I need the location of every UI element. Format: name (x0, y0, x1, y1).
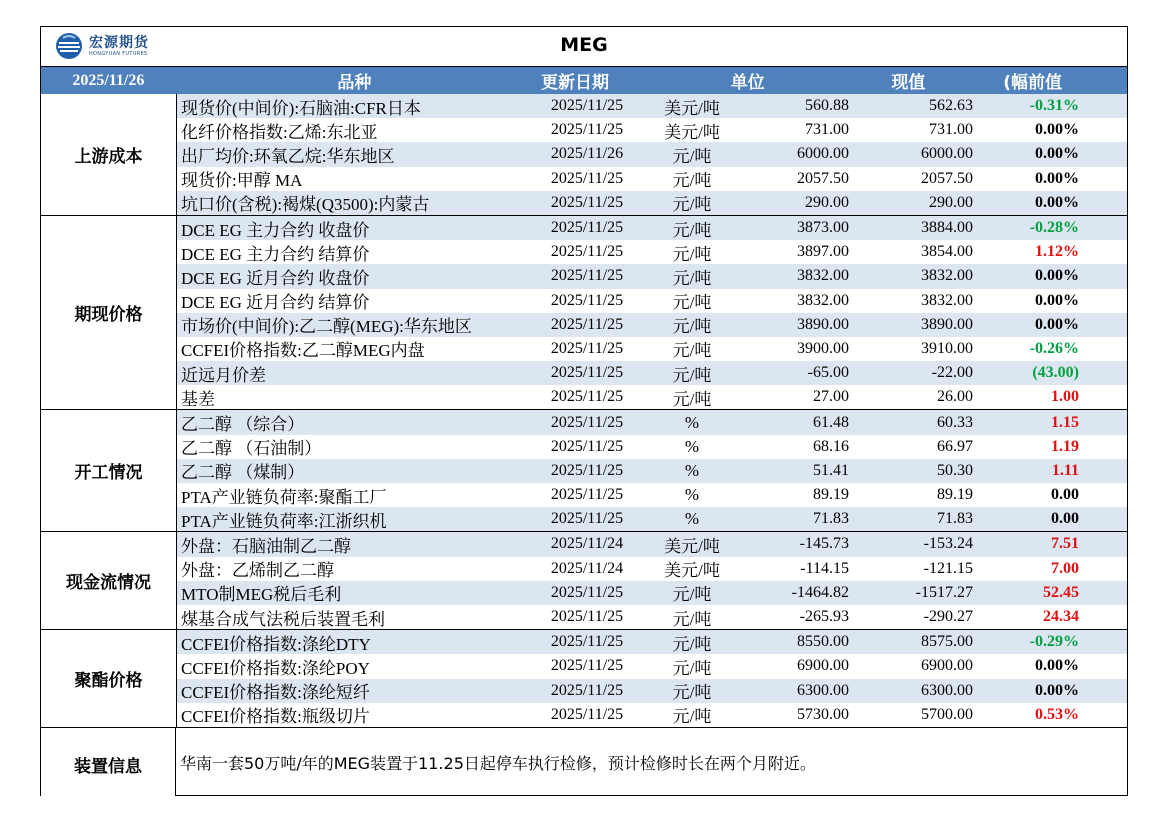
row-date: 2025/11/25 (550, 169, 624, 187)
row-value-current: 6000.00 (797, 145, 849, 163)
row-name: 现货价(中间价):石脑油:CFR日本 (181, 98, 421, 118)
row-name: PTA产业链负荷率:聚酯工厂 (181, 487, 387, 507)
row-name: MTO制MEG税后毛利 (181, 585, 342, 605)
row-unit: 元/吨 (672, 317, 712, 337)
table-row (177, 483, 1127, 507)
row-value-previous: 6000.00 (921, 145, 973, 163)
row-name: CCFEI价格指数:涤纶短纤 (181, 683, 370, 703)
row-unit: 元/吨 (672, 585, 712, 605)
row-date: 2025/11/25 (550, 121, 624, 139)
row-value-current: 6300.00 (797, 681, 849, 699)
row-name: 近远月价差 (181, 365, 266, 385)
row-value-current: 6900.00 (797, 657, 849, 675)
row-value-current: 27.00 (813, 388, 849, 406)
brand-name-en: HONGYUAN FUTURES (89, 50, 148, 57)
table-body (40, 94, 1128, 728)
header-update: 更新日期 (541, 73, 610, 93)
row-unit: 元/吨 (672, 658, 712, 678)
row-date: 2025/11/25 (550, 291, 624, 309)
row-value-current: 3832.00 (797, 291, 849, 309)
row-date: 2025/11/25 (550, 339, 624, 357)
row-value-current: 61.48 (813, 413, 849, 431)
section-block (40, 410, 1128, 532)
row-value-previous: 26.00 (937, 388, 973, 406)
row-unit: 元/吨 (672, 195, 712, 215)
table-row (177, 385, 1127, 409)
row-name: 化纤价格指数:乙烯:东北亚 (181, 122, 378, 142)
row-value-current: 3873.00 (797, 219, 849, 237)
row-change: 1.11 (1051, 461, 1079, 479)
row-value-current: 51.41 (813, 461, 849, 479)
row-value-previous: 66.97 (937, 437, 973, 455)
row-value-previous: 6300.00 (921, 681, 973, 699)
table-row (177, 313, 1127, 337)
row-value-current: 290.00 (805, 193, 849, 211)
row-value-current: -145.73 (799, 535, 849, 553)
table-row (177, 240, 1127, 264)
row-change: 0.00% (1035, 145, 1079, 163)
row-unit: 元/吨 (672, 220, 712, 240)
row-change: 0.00% (1035, 291, 1079, 309)
row-change: -0.29% (1029, 633, 1079, 651)
row-name: CCFEI价格指数:乙二醇MEG内盘 (181, 341, 425, 361)
row-value-previous: -22.00 (931, 364, 973, 382)
row-date: 2025/11/25 (550, 97, 624, 115)
row-unit: 元/吨 (672, 146, 712, 166)
info-section (40, 728, 1128, 796)
table-row (177, 216, 1127, 240)
row-change: 0.00% (1035, 267, 1079, 285)
row-change: 52.45 (1043, 583, 1079, 601)
row-value-previous: -1517.27 (915, 583, 973, 601)
section-label: 开工情况 (41, 410, 177, 531)
row-unit: 元/吨 (672, 293, 712, 313)
section-label: 现金流情况 (41, 532, 177, 629)
row-unit: 元/吨 (672, 634, 712, 654)
row-date: 2025/11/25 (550, 193, 624, 211)
row-unit: % (684, 460, 700, 480)
table-row (177, 142, 1127, 166)
row-value-previous: 71.83 (937, 510, 973, 528)
row-value-current: 3897.00 (797, 243, 849, 261)
row-value-current: 71.83 (813, 510, 849, 528)
row-value-current: -265.93 (799, 608, 849, 626)
header-unit: 单位 (730, 73, 765, 93)
row-unit: % (684, 509, 700, 529)
row-unit: % (684, 412, 700, 432)
row-change: 0.00% (1035, 315, 1079, 333)
row-change: 0.00% (1035, 657, 1079, 675)
row-value-current: 5730.00 (797, 705, 849, 723)
header-now: 现值 (891, 73, 926, 93)
table-row (177, 581, 1127, 605)
row-value-previous: 50.30 (937, 461, 973, 479)
row-name: CCFEI价格指数:涤纶POY (181, 658, 370, 678)
row-name: 现货价:甲醇 MA (181, 171, 303, 191)
row-value-current: -65.00 (807, 364, 849, 382)
row-change: 0.00% (1035, 681, 1079, 699)
row-change: 0.00 (1051, 486, 1079, 504)
row-change: -0.28% (1029, 219, 1079, 237)
row-name: DCE EG 主力合约 收盘价 (181, 220, 370, 240)
row-date: 2025/11/25 (550, 364, 624, 382)
row-unit: % (684, 436, 700, 456)
row-date: 2025/11/24 (550, 559, 624, 577)
row-value-previous: 3910.00 (921, 339, 973, 357)
row-name: DCE EG 近月合约 结算价 (181, 293, 370, 313)
table-row (177, 435, 1127, 459)
row-date: 2025/11/25 (550, 267, 624, 285)
table-row (177, 507, 1127, 531)
row-change: 0.00% (1035, 193, 1079, 211)
row-value-previous: 3832.00 (921, 291, 973, 309)
row-value-previous: 6900.00 (921, 657, 973, 675)
row-date: 2025/11/25 (550, 681, 624, 699)
section-block (40, 630, 1128, 728)
row-change: -0.26% (1029, 339, 1079, 357)
row-name: 外盘：石脑油制乙二醇 (181, 536, 351, 556)
row-value-previous: 562.63 (929, 97, 973, 115)
title-bar (40, 26, 1128, 67)
row-date: 2025/11/25 (550, 486, 624, 504)
row-value-current: -114.15 (800, 559, 849, 577)
row-unit: 元/吨 (672, 171, 712, 191)
row-value-previous: 60.33 (937, 413, 973, 431)
row-change: -0.31% (1029, 97, 1079, 115)
row-value-current: 8550.00 (797, 633, 849, 651)
row-unit: 元/吨 (672, 683, 712, 703)
row-unit: 元/吨 (672, 244, 712, 264)
row-date: 2025/11/25 (550, 461, 624, 479)
row-value-previous: 731.00 (929, 121, 973, 139)
row-date: 2025/11/25 (550, 388, 624, 406)
row-value-current: 89.19 (813, 486, 849, 504)
table-row (177, 410, 1127, 434)
row-date: 2025/11/25 (550, 437, 624, 455)
row-date: 2025/11/25 (550, 705, 624, 723)
table-row (177, 118, 1127, 142)
table-row (177, 532, 1127, 556)
table-row (177, 557, 1127, 581)
row-unit: 元/吨 (672, 389, 712, 409)
table-row (177, 167, 1127, 191)
row-value-current: 3832.00 (797, 267, 849, 285)
row-name: 乙二醇 （石油制） (181, 439, 322, 459)
row-date: 2025/11/25 (550, 219, 624, 237)
row-unit: 美元/吨 (664, 561, 720, 581)
row-value-previous: 3854.00 (921, 243, 973, 261)
table-row (177, 191, 1127, 215)
report-sheet (40, 26, 1128, 796)
row-unit: % (684, 485, 700, 505)
row-value-previous: 3890.00 (921, 315, 973, 333)
row-unit: 美元/吨 (664, 122, 720, 142)
row-change: 0.53% (1035, 705, 1079, 723)
row-name: 出厂均价:环氧乙烷:华东地区 (181, 146, 395, 166)
row-name: 市场价(中间价):乙二醇(MEG):华东地区 (181, 317, 472, 337)
row-date: 2025/11/26 (550, 145, 624, 163)
row-value-current: 2057.50 (797, 169, 849, 187)
row-name: 乙二醇 （煤制） (181, 463, 305, 483)
row-unit: 美元/吨 (664, 536, 720, 556)
table-row (177, 337, 1127, 361)
row-change: 7.00 (1051, 559, 1079, 577)
row-value-current: -1464.82 (791, 583, 849, 601)
row-name: 基差 (181, 389, 215, 409)
row-change: 24.34 (1043, 608, 1079, 626)
row-value-previous: -121.15 (923, 559, 973, 577)
info-text: 华南一套50万吨/年的MEG装置于11.25日起停车执行检修，预计检修时长在两个月附近。 (176, 728, 1127, 796)
table-row (177, 679, 1127, 703)
section-block (40, 216, 1128, 411)
row-value-previous: 290.00 (929, 193, 973, 211)
row-value-current: 3890.00 (797, 315, 849, 333)
brand-name-cn: 宏源期货 (89, 34, 149, 51)
table-row (177, 264, 1127, 288)
row-change: 7.51 (1051, 535, 1079, 553)
table-row (177, 94, 1127, 118)
row-name: DCE EG 近月合约 收盘价 (181, 268, 370, 288)
row-change: 1.12% (1035, 243, 1079, 261)
table-row (177, 361, 1127, 385)
row-change: 1.19 (1051, 437, 1079, 455)
row-unit: 美元/吨 (664, 98, 720, 118)
row-change: 1.15 (1051, 413, 1079, 431)
table-row (177, 605, 1127, 629)
row-value-previous: 5700.00 (921, 705, 973, 723)
row-name: DCE EG 主力合约 结算价 (181, 244, 370, 264)
row-name: 乙二醇 （综合） (181, 415, 305, 435)
section-block (40, 94, 1128, 216)
row-date: 2025/11/25 (550, 315, 624, 333)
section-block (40, 532, 1128, 630)
table-row (177, 703, 1127, 727)
row-date: 2025/11/25 (550, 510, 624, 528)
row-value-previous: -153.24 (923, 535, 973, 553)
header-report-date: 2025/11/26 (72, 71, 145, 89)
row-value-previous: 2057.50 (921, 169, 973, 187)
row-name: PTA产业链负荷率:江浙织机 (181, 511, 387, 531)
header-chg: (幅前值 (1003, 73, 1063, 93)
row-unit: 元/吨 (672, 341, 712, 361)
row-unit: 元/吨 (672, 609, 712, 629)
row-change: 1.00 (1051, 388, 1079, 406)
row-change: (43.00) (1032, 364, 1079, 382)
row-date: 2025/11/25 (550, 583, 624, 601)
table-row (177, 654, 1127, 678)
row-name: CCFEI价格指数:瓶级切片 (181, 707, 370, 727)
row-date: 2025/11/24 (550, 535, 624, 553)
row-value-previous: 89.19 (937, 486, 973, 504)
row-value-current: 68.16 (813, 437, 849, 455)
row-name: 外盘：乙烯制乙二醇 (181, 561, 334, 581)
row-value-previous: -290.27 (923, 608, 973, 626)
row-date: 2025/11/25 (550, 413, 624, 431)
page-title: MEG (560, 34, 608, 56)
info-label: 装置信息 (41, 728, 176, 796)
row-change: 0.00 (1051, 510, 1079, 528)
row-value-current: 731.00 (805, 121, 849, 139)
row-change: 0.00% (1035, 169, 1079, 187)
row-unit: 元/吨 (672, 707, 712, 727)
row-date: 2025/11/25 (550, 608, 624, 626)
row-name: 坑口价(含税):褐煤(Q3500):内蒙古 (181, 195, 430, 215)
row-value-previous: 8575.00 (921, 633, 973, 651)
table-row (177, 630, 1127, 654)
section-label: 期现价格 (41, 216, 177, 410)
table-header (40, 67, 1128, 94)
row-value-current: 3900.00 (797, 339, 849, 357)
row-date: 2025/11/25 (550, 657, 624, 675)
row-value-previous: 3832.00 (921, 267, 973, 285)
header-name: 品种 (337, 73, 372, 93)
section-label: 上游成本 (41, 94, 177, 215)
section-label: 聚酯价格 (41, 630, 177, 727)
row-unit: 元/吨 (672, 365, 712, 385)
row-change: 0.00% (1035, 121, 1079, 139)
row-unit: 元/吨 (672, 268, 712, 288)
table-row (177, 289, 1127, 313)
row-value-current: 560.88 (805, 97, 849, 115)
row-date: 2025/11/25 (550, 243, 624, 261)
table-row (177, 459, 1127, 483)
row-name: CCFEI价格指数:涤纶DTY (181, 634, 371, 654)
row-name: 煤基合成气法税后装置毛利 (181, 609, 385, 629)
row-value-previous: 3884.00 (921, 219, 973, 237)
row-date: 2025/11/25 (550, 633, 624, 651)
